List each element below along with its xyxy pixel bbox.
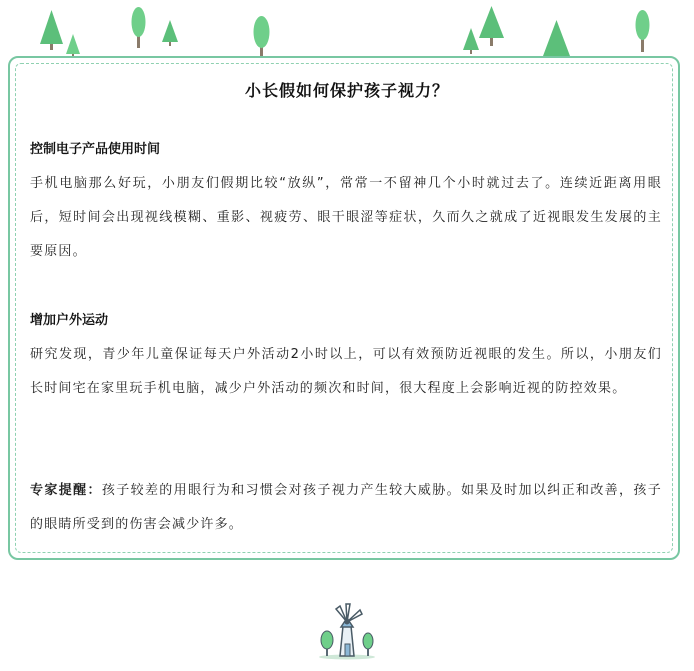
tree-icon — [321, 631, 333, 656]
tree-icon — [463, 28, 479, 54]
tree-icon — [254, 16, 270, 58]
expert-tip — [30, 474, 662, 542]
section-heading: 增加户外运动 — [30, 313, 109, 328]
article-title: 小长假如何保护孩子视力？ — [244, 81, 449, 100]
section-body: 手机电脑那么好玩，小朋友们假期比较“放纵”，常常一不留神几个小时就过去了。连续近距离用眼后，短时间会出现视线模糊、重影、视疲劳、眼干眼涩等症状，久而久之就成了近视眼发生发展的主要原因。 — [30, 176, 662, 259]
section-body: 研究发现，青少年儿童保证每天户外活动2小时以上，可以有效预防近视眼的发生。所以，小朋友们长时间宅在家里玩手机电脑，减少户外活动的频次和时间，很大程度上会影响近视的防控效果。 — [30, 347, 662, 396]
section-outdoor — [30, 311, 662, 406]
tree-icon — [162, 20, 178, 46]
tree-icon — [40, 10, 63, 50]
tree-icon — [479, 6, 504, 46]
section-heading: 控制电子产品使用时间 — [30, 142, 161, 157]
section-screen-time — [30, 140, 662, 269]
tree-icon — [66, 34, 80, 56]
tip-label: 专家提醒： — [30, 483, 102, 498]
tree-icon — [132, 7, 146, 48]
tree-icon — [636, 10, 650, 52]
windmill-icon — [316, 600, 378, 660]
tip-text: 孩子较差的用眼行为和习惯会对孩子视力产生较大威胁。如果及时加以纠正和改善，孩子的眼睛所受到的伤害会减少许多。 — [30, 483, 662, 532]
tree-icon — [363, 633, 373, 656]
